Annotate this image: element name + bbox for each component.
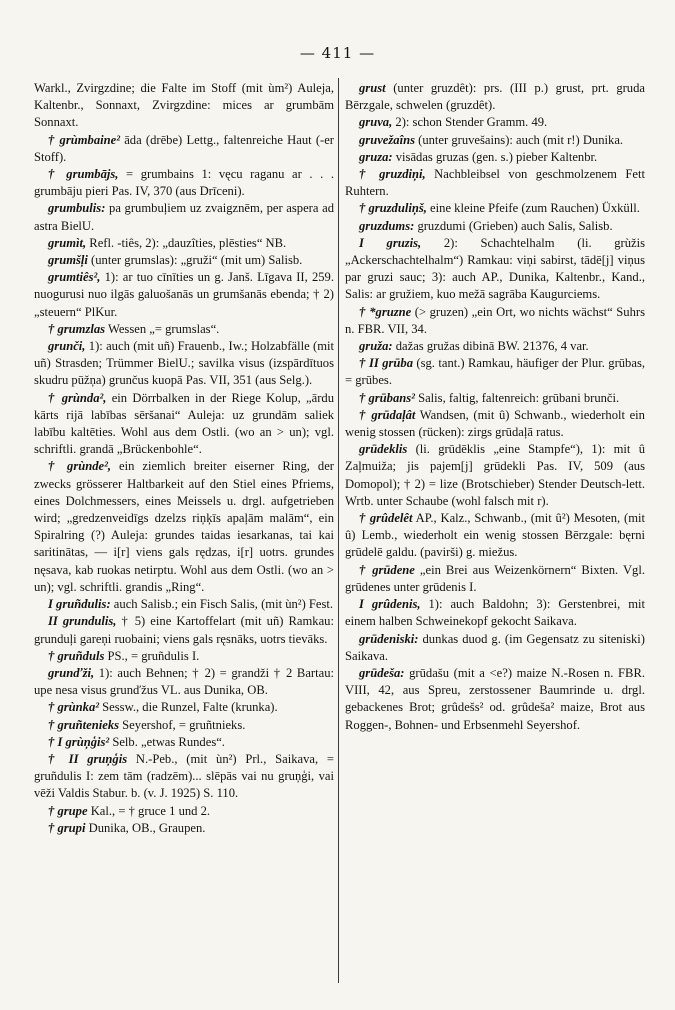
entry-text: 1): auch Behnen; † 2) = grandži † 2 Bartau: upe nesa visus grunďžus VL. aus Dunika, OB. [34,665,334,698]
entry-text: grūdašu (mit a <e?) maize N.-Rosen n. FBR. VIII, 42, aus Spreu, zerstossener Baumrinde u. drgl. gebackenes Brot; grûdešs² od. grûdeša² maize, Brot aus Roggen-, Bohnen- und Erbsenmehl Seyershof. [345,665,645,732]
entry-text: Selb. „etwas Rundes“. [109,734,225,749]
entry-text: Salis, faltig, faltenreich: grūbani brunči. [414,390,620,405]
entry-headword: grunďži, [48,665,95,680]
entry-text: AP., Kalz., Schwanb., (mit û²) Mesoten, (mit û) Lemb., wiederholt ein wenig stossen Bērzgale: bęrni grūdelē galdu. (pavirši) g. miežus. [345,511,646,560]
entry-headword: I gruñdulis: [48,597,111,612]
entry-text: āda (drēbe) Lettg., faltenreiche Haut (-er Stoff). [34,132,334,164]
entry-text: Sessw., die Runzel, Falte (krunka). [99,700,278,715]
entry-headword: grust [359,81,386,95]
entry-text: 2): Schachtelhalm (li. grùžis „Ackerschachtelhalm“) Ramkau: viņi sabirst, tādē[j] viņus par gruzi sauc; 3): auch AP., Dunika, Kaltenbr., Kand., Salis: ar gružiem, kuo mežā sagrāba Kaugurciems. [345,235,646,302]
entry-headword: † grupi [48,820,86,835]
entry-headword: gruvežaîns [359,132,415,147]
entry-headword: † gruzduliņš, [359,201,427,216]
entry-text: (unter grumslas): „gruži“ (mit um) Salisb. [87,253,303,268]
dictionary-entry [345,114,645,131]
dictionary-entry [34,269,334,321]
entry-text: Seyershof, = gruñtnieks. [119,717,246,732]
dictionary-entry [345,596,645,630]
entry-text: Dunika, OB., Graupen. [85,820,206,835]
dictionary-entry [345,166,645,200]
entry-text: visādas gruzas (gen. s.) pieber Kaltenbr. [392,149,598,164]
entry-headword: grūdeklis [359,442,408,457]
dictionary-entry [345,304,645,338]
entry-text: ein ziemlich breiter eiserner Ring, der zwecks grösserer Haltbarkeit auf den Stiel eines Pfriems, eines Dolchmessers, eines Meissels u. drgl. aufgetrieben wird; „gredzenveidīgs dzelzs riņķīs apaļām malām“, ein Spiralring (?) Auleja: grundes taidas iesarkanas, tai kai saritinātas, — i[r] viens gals rędzas, i[r] uotrs. grundes nęsava, kab ruokas netirptu. Wohl aus dem Ostli. (wo an > un); vgl. schriftli. grandis „Ring“. [34,459,334,594]
entry-text: gruzdumi (Grieben) auch Salis, Salisb. [414,218,613,233]
entry-text: 1): auch (mit uñ) Frauenb., Iw.; Holzabfälle (mit uñ) Strasden; Trümmer BielU.; savilka visus (izspārdītuos skudru pūžņa) grunčus kuopā Pas. VII, 351 (aus Selg.). [34,339,334,388]
dictionary-entry [34,390,334,459]
entry-headword: † gruzdiņi, [359,167,426,182]
entry-headword: † grûdelêt [359,511,413,526]
entry-headword: † grūdaļât [359,407,416,422]
entry-text: Wessen „= grumslas“. [105,321,220,336]
entry-headword: grumšļi [48,253,88,268]
entry-headword: † grūbans² [359,390,415,405]
dictionary-entry [34,665,334,699]
entry-headword: † I grùņģis² [48,734,110,749]
entry-headword: gruža: [359,339,393,354]
entry-headword: † grùmbaine² [48,132,121,147]
right-column [345,80,645,734]
dictionary-entry [34,80,334,132]
dictionary-entry [34,803,334,820]
entry-headword: † II gruņģis [48,751,128,766]
entry-headword: † grupe [48,803,88,818]
entry-headword: grūdeša: [359,665,405,680]
dictionary-entry [345,132,645,149]
entry-headword: gruza: [359,149,393,164]
dictionary-entry [345,562,645,596]
entry-text: Refl. -tiês, 2): „dauzîties, plēsties“ NB. [86,235,287,250]
entry-headword: † grùnde², [48,459,112,474]
entry-headword: grumtiês², [48,270,101,285]
dictionary-entry [34,321,334,338]
dictionary-entry [34,596,334,613]
entry-headword: † gruñduls [48,648,105,663]
dictionary-entry [34,699,334,716]
dictionary-entry [345,355,645,389]
dictionary-entry [34,717,334,734]
entry-text: N.-Peb., (mit ùn²) Prl., Saikava, = gruñdulis I: zem tām (radzēm)... slēpās vai nu gruņģi, vai vēži Valdis Stabur. b. (v. J. 1925) S. 110. [34,751,334,801]
entry-text: auch Salisb.; ein Fisch Salis, (mit ùn²) Fest. [110,597,334,612]
entry-text: ein Dörrbalken in der Riege Kolup, „ārdu kārts rijā labības sēršanai“ Auleja: uz grundām saliek labību kaltēties. Wohl aus dem Ostli. (wo an > un); vgl. schriftli. grandā „Brückenbohle“. [34,390,334,457]
entry-text: Wandsen, (mit û) Schwanb., wiederholt ein wenig stossen (rücken): zirgs grūdaļā ratus. [345,407,645,440]
entry-text: Warkl., Zvirgzdine; die Falte im Stoff (mit ùm²) Auleja, Kaltenbr., Sonnaxt, Zvirgzdine: mices ar grumbām Sonnaxt. [34,81,334,130]
dictionary-entry [345,235,645,304]
dictionary-entry [345,200,645,217]
dictionary-entry [345,149,645,166]
dictionary-entry [345,390,645,407]
entry-text: 1): ar tuo cīnīties un g. Janš. Līgava II, 259. nuogurusi nuo ilgās galuošanās un grumšanās ebenda; † 2) „steuern“ PlKur. [34,270,334,319]
dictionary-entry [34,132,334,166]
entry-text: pa grumbuļiem uz zvaigznēm, per aspera ad astra BielU. [34,201,334,233]
entry-text: PS., = gruñdulis I. [104,648,200,663]
column-divider [338,78,339,983]
dictionary-entry [345,407,645,441]
entry-text: „ein Brei aus Weizenkörnern“ Bixten. Vgl. grūdenes unter grūdenis I. [345,562,645,594]
entry-headword: I gruzis, [359,235,422,250]
entry-text: (unter gruvešains): auch (mit r!) Dunika. [414,132,624,147]
dictionary-entry [34,252,334,269]
dictionary-entry [345,218,645,235]
entry-headword: † *gruzne [359,304,412,319]
entry-headword: grunči, [48,339,86,354]
entry-text: 1): auch Baldohn; 3): Gerstenbrei, mit einem halben Schweinekopf gekocht Saikava. [345,597,645,629]
left-column [34,80,334,837]
entry-text: 2): schon Stender Gramm. 49. [392,115,548,130]
dictionary-entry [345,338,645,355]
entry-headword: gruva, [359,115,393,130]
entry-text: Nachbleibsel von geschmolzenem Fett Ruhtern. [345,167,645,199]
dictionary-entry [34,458,334,596]
entry-text: Kal., = † gruce 1 und 2. [87,803,211,818]
entry-text: † 5) eine Kartoffelart (mit uñ) Ramkau: grunduļi gareņi ruobaini; viens gals ręsnāks, uotrs tievāks. [34,614,334,646]
dictionary-entry [34,235,334,252]
entry-headword: † grumbājs, [48,167,119,182]
dictionary-entry [34,648,334,665]
entry-headword: † gruñtenieks [48,717,120,732]
entry-text: (> gruzen) „ein Ort, wo nichts wächst“ Suhrs n. FBR. VII, 34. [345,304,645,336]
entry-text: (unter gruzdêt): prs. (III p.) grust, prt. gruda Bērzgale, schwelen (gruzdêt). [345,81,645,113]
dictionary-entry [345,665,645,734]
entry-headword: gruzdums: [359,218,415,233]
entry-headword: grumbulis: [48,201,106,216]
entry-headword: † II grūba [359,356,413,371]
dictionary-entry [34,200,334,234]
entry-text: dažas gružas dibinā BW. 21376, 4 var. [392,339,589,354]
dictionary-entry [34,338,334,390]
entry-text: (li. grūdēklis „eine Stampfe“), 1): mit û Zaļmuiža; jis pajem[j] grūdekli Pas. IV, 509 (aus Domopol); † 2) = lize (Brotschieber) Stender Deutsch-lett. Wrtb. unter Schaube (wohl falsch mit r). [345,442,645,508]
dictionary-entry [345,80,645,114]
entry-text: = grumbains 1: vęcu raganu ar . . . grumbāju pieri Pas. IV, 370 (aus Drīceni). [34,167,334,199]
entry-headword: grumìt, [48,235,87,250]
page-number: — 411 — [299,44,376,62]
dictionary-entry [345,441,645,510]
entry-headword: grūdeniski: [359,631,419,646]
dictionary-entry [34,734,334,751]
entry-headword: I grûdenis, [359,597,421,612]
entry-text: (sg. tant.) Ramkau, häufiger der Plur. grūbas, = grūbes. [345,356,645,388]
dictionary-entry [345,631,645,665]
dictionary-entry [34,820,334,837]
entry-text: eine kleine Pfeife (zum Rauchen) Üxküll. [426,201,640,216]
entry-headword: † grūdene [359,562,415,577]
dictionary-entry [34,166,334,200]
dictionary-entry [345,510,645,562]
dictionary-entry [34,613,334,647]
dictionary-entry [34,751,334,803]
entry-headword: † grùnda², [48,390,107,405]
entry-headword: II grundulis, [48,614,117,629]
entry-headword: † grùnka² [48,700,100,715]
entry-headword: † grumzlas [48,321,106,336]
entry-text: dunkas duod g. (im Gegensatz zu siteniski) Saikava. [345,631,645,663]
